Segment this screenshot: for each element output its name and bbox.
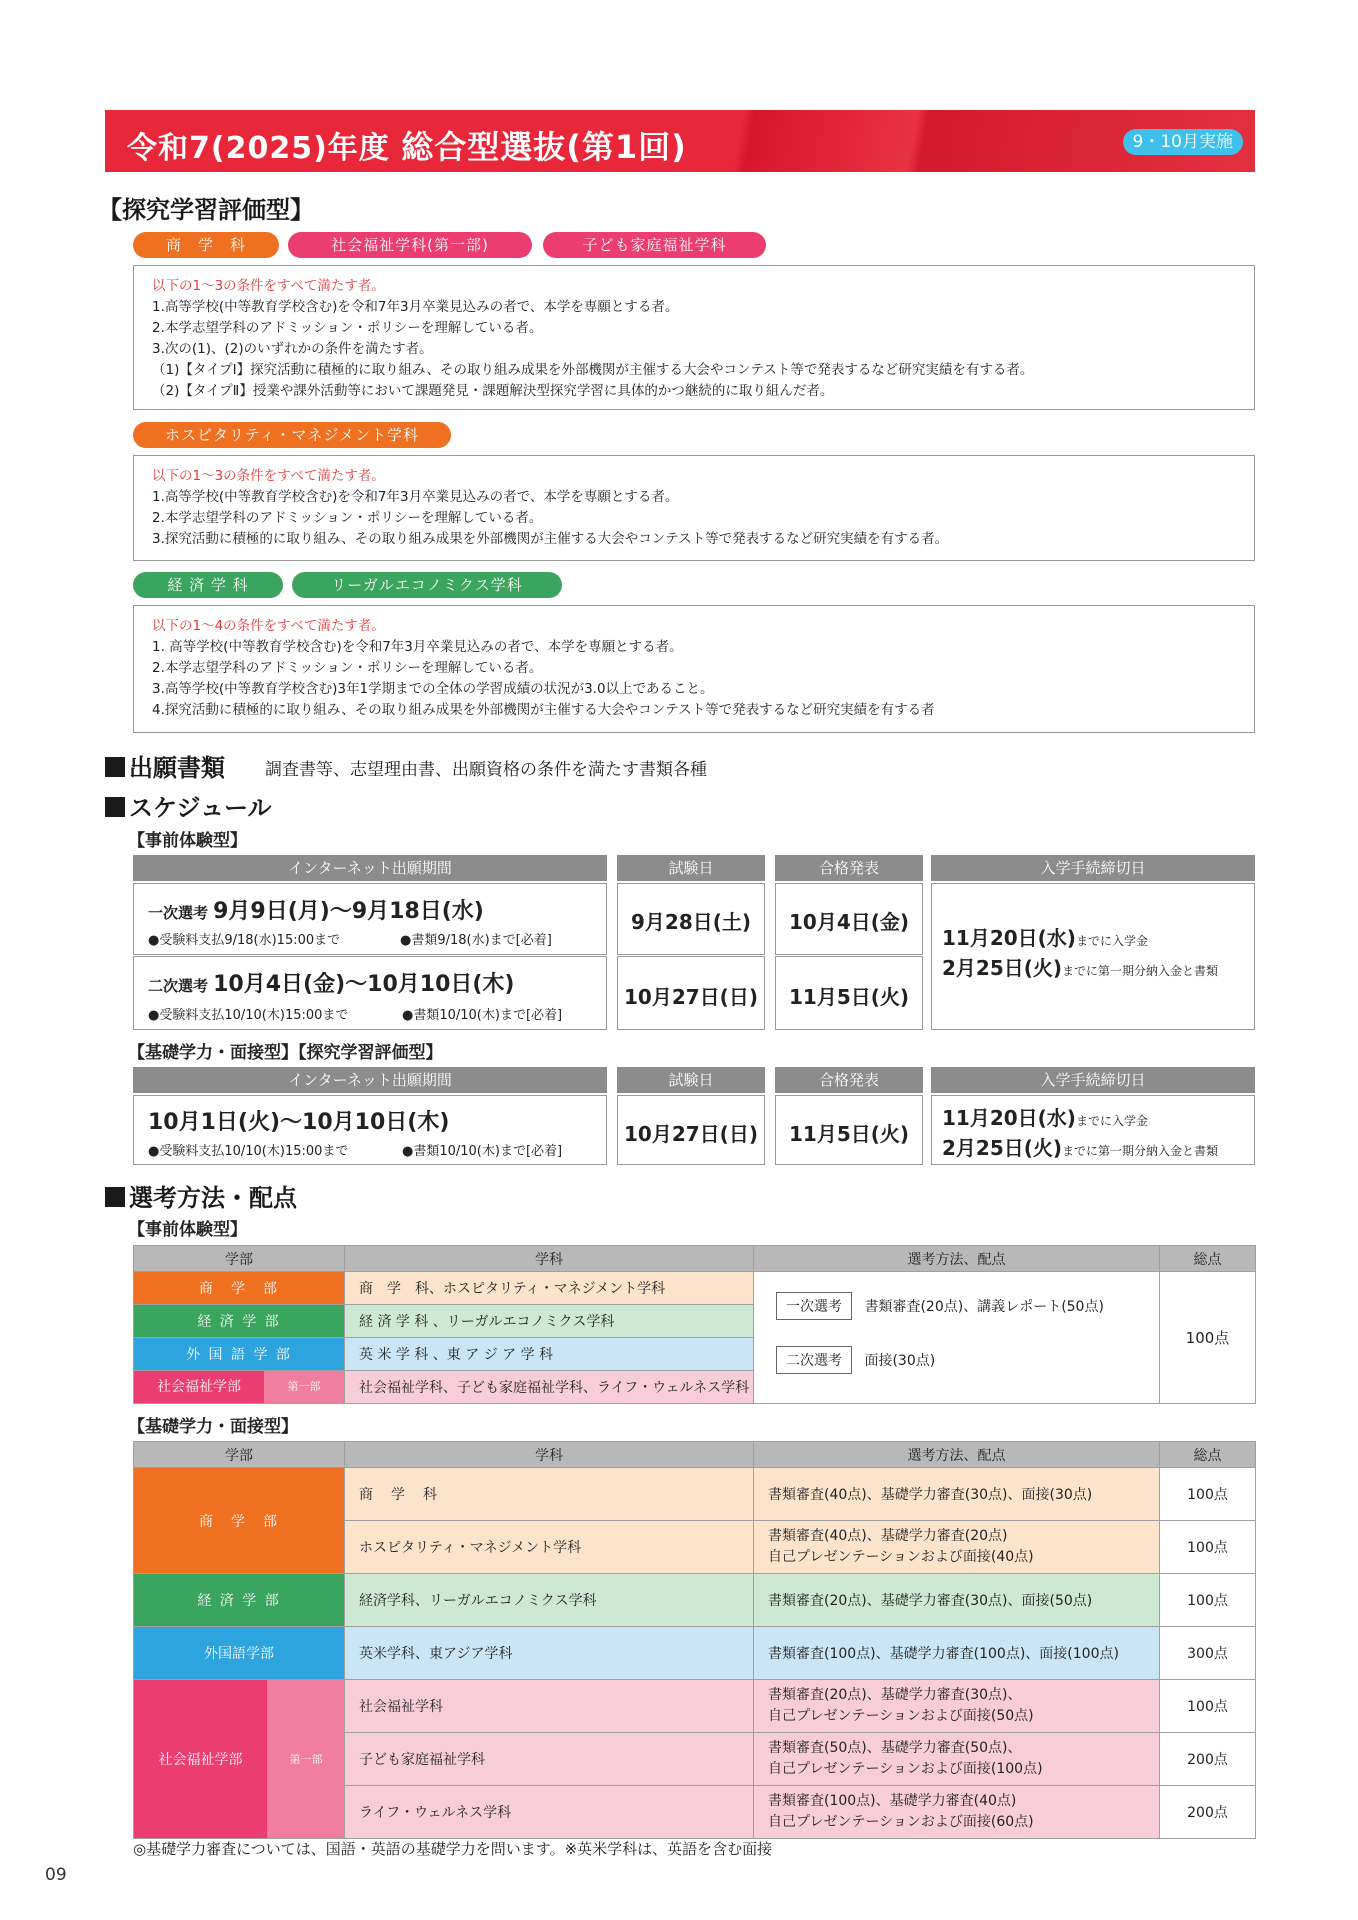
method-line: 書類審査(20点)、基礎学力審査(30点)、面接(50点) xyxy=(768,1593,1093,1609)
kiso-period-cell xyxy=(133,1095,607,1165)
method-line: 書類審査(100点)、基礎学力審査(40点) xyxy=(768,1793,1017,1809)
dept-cell: 英米学科、東アジア学科 xyxy=(345,1627,754,1680)
dept-cell: 商 学 科、ホスピタリティ・マネジメント学科 xyxy=(345,1272,754,1305)
niji-badge: 二次選考 xyxy=(776,1346,852,1374)
ichiji-badge: 一次選考 xyxy=(776,1292,852,1320)
shutsugan-heading xyxy=(105,748,225,783)
total-cell: 100点 xyxy=(1160,1574,1256,1627)
pill-kodomo: 子ども家庭福祉学科 xyxy=(543,232,766,258)
method-line: 自己プレゼンテーションおよび面接(100点) xyxy=(768,1761,1043,1777)
conditions-box-1 xyxy=(133,265,1255,410)
schedule-header-period: インターネット出願期間 xyxy=(133,855,607,881)
col-header-faculty: 学部 xyxy=(134,1246,345,1272)
condition-line: 2.本学志望学科のアドミッション・ポリシーを理解している者。 xyxy=(152,320,543,336)
col-header-method: 選考方法、配点 xyxy=(754,1246,1160,1272)
condition-line: 1.高等学校(中等教育学校含む)を令和7年3月卒業見込みの者で、本学を専願とする者。 xyxy=(152,489,679,505)
condition-line: 3.次の(1)、(2)のいずれかの条件を満たす者。 xyxy=(152,341,433,357)
pill-legal: リーガルエコノミクス学科 xyxy=(292,572,562,598)
method-line: 自己プレゼンテーションおよび面接(60点) xyxy=(768,1814,1034,1830)
senko-jizen-label: 【事前体験型】 xyxy=(128,1220,247,1240)
jizen-total: 100点 xyxy=(1160,1272,1256,1404)
faculty-cell: 外国語学部 xyxy=(134,1627,345,1680)
jizen-deadline-cell xyxy=(931,883,1255,1030)
method-line: 自己プレゼンテーションおよび面接(40点) xyxy=(768,1549,1034,1565)
condition-line: 2.本学志望学科のアドミッション・ポリシーを理解している者。 xyxy=(152,660,543,676)
square-bullet-icon xyxy=(105,1187,125,1207)
schedule-header-result: 合格発表 xyxy=(775,855,923,881)
niji-fee: ●受験料支払10/10(木)15:00まで xyxy=(148,1008,349,1023)
kiso-result-cell xyxy=(775,1095,923,1165)
kiso-deadline-1 xyxy=(942,1102,1148,1131)
dept-cell: 経 済 学 科 、リーガルエコノミクス学科 xyxy=(345,1305,754,1338)
faculty-cell: 経 済 学 部 xyxy=(134,1574,345,1627)
condition-line: 3.探究活動に積極的に取り組み、その取り組み成果を外部機関が主催する大会やコンテスト等で発表するなど研究実績を有する者。 xyxy=(152,531,949,547)
faculty-cell: 外 国 語 学 部 xyxy=(134,1338,345,1371)
jizen-method-1 xyxy=(776,1292,1104,1320)
jizen-senko-table xyxy=(133,1245,1256,1404)
table-row xyxy=(134,1272,1256,1305)
period-badge: 9・10月実施 xyxy=(1123,129,1243,155)
ichiji-fee: ●受験料支払9/18(水)15:00まで xyxy=(148,933,341,948)
senko-heading-text: 選考方法・配点 xyxy=(129,1184,297,1212)
kiso-exam: 10月27日(日) xyxy=(624,1122,758,1146)
conditions-box-3 xyxy=(133,605,1255,733)
deadline1-note: までに入学金 xyxy=(1075,934,1148,948)
faculty-cell: 商 学 部 xyxy=(134,1468,345,1574)
ichiji-period xyxy=(148,894,484,925)
col-header-dept: 学科 xyxy=(345,1442,754,1468)
ichiji-result: 10月4日(金) xyxy=(788,910,910,934)
dept-cell: 社会福祉学科、子ども家庭福祉学科、ライフ・ウェルネス学科 xyxy=(345,1371,754,1404)
condition-head: 以下の1～3の条件をすべて満たす者。 xyxy=(152,468,385,484)
dept-cell: ライフ・ウェルネス学科 xyxy=(345,1786,754,1839)
col-header-faculty: 学部 xyxy=(134,1442,345,1468)
pill-keizai: 経 済 学 科 xyxy=(133,572,283,598)
condition-line: 4.探究活動に積極的に取り組み、その取り組み成果を外部機関が主催する大会やコンテスト等で発表するなど研究実績を有する者 xyxy=(152,702,935,718)
niji-docs: ●書類10/10(木)まで[必着] xyxy=(402,1008,563,1023)
niji-label: 二次選考 xyxy=(148,977,209,995)
kiso-header-result: 合格発表 xyxy=(775,1067,923,1093)
kiso-header-period: インターネット出願期間 xyxy=(133,1067,607,1093)
schedule-header-deadline: 入学手続締切日 xyxy=(931,855,1255,881)
method-cell xyxy=(754,1574,1160,1627)
ichiji-result-cell xyxy=(775,883,923,955)
dept-cell: 商 学 科 xyxy=(345,1468,754,1521)
page-number: 09 xyxy=(45,1865,67,1885)
pill-shakaifukushi: 社会福祉学科(第一部) xyxy=(288,232,532,258)
shutsugan-text: 調査書等、志望理由書、出願資格の条件を満たす書類各種 xyxy=(265,760,707,780)
method-line: 書類審査(50点)、基礎学力審査(50点)、 xyxy=(768,1740,1022,1756)
niji-result-cell xyxy=(775,956,923,1030)
deadline2-note: までに第一期分納入金と書類 xyxy=(1062,964,1219,978)
dept-cell: 子ども家庭福祉学科 xyxy=(345,1733,754,1786)
total-cell: 200点 xyxy=(1160,1733,1256,1786)
kiso-exam-cell xyxy=(617,1095,765,1165)
condition-line: （1)【タイプⅠ】探究活動に積極的に取り組み、その取り組み成果を外部機関が主催する大会やコンテスト等で発表するなど研究実績を有する者。 xyxy=(152,362,1034,378)
niji-exam-cell xyxy=(617,956,765,1030)
faculty-sub-cell: 第一部 xyxy=(268,1680,345,1839)
ichiji-exam-cell xyxy=(617,883,765,955)
jizen-deadline-1 xyxy=(942,922,1148,951)
condition-line: 2.本学志望学科のアドミッション・ポリシーを理解している者。 xyxy=(152,510,543,526)
condition-line: （2)【タイプⅡ】授業や課外活動等において課題発見・課題解決型探究学習に具体的かつ継続的に取り組んだ者。 xyxy=(152,383,834,399)
niji-method: 面接(30点) xyxy=(864,1353,936,1369)
banner-title xyxy=(127,122,687,168)
method-cell xyxy=(754,1733,1160,1786)
total-cell: 100点 xyxy=(1160,1468,1256,1521)
condition-line: 3.高等学校(中等教育学校含む)3年1学期までの全体の学習成績の状況が3.0以上であること。 xyxy=(152,681,714,697)
pill-hospitality: ホスピタリティ・マネジメント学科 xyxy=(133,422,451,448)
kiso-deadline-2 xyxy=(942,1132,1218,1161)
method-cell xyxy=(754,1627,1160,1680)
header-banner xyxy=(105,110,1255,172)
senko-kiso-label: 【基礎学力・面接型】 xyxy=(128,1417,298,1437)
table-row xyxy=(134,1574,1256,1627)
col-header-total: 総点 xyxy=(1160,1246,1256,1272)
ichiji-period-cell xyxy=(133,883,607,955)
method-line: 書類審査(40点)、基礎学力審査(20点) xyxy=(768,1528,1008,1544)
col-header-method: 選考方法、配点 xyxy=(754,1442,1160,1468)
deadline1-date: 11月20日(水) xyxy=(942,1106,1076,1130)
jizen-method-cell xyxy=(754,1272,1160,1404)
deadline1-date: 11月20日(水) xyxy=(942,926,1076,950)
total-cell: 100点 xyxy=(1160,1680,1256,1733)
kiso-period-dates: 10月1日(火)～10月10日(木) xyxy=(148,1110,450,1135)
kiso-result: 11月5日(火) xyxy=(788,1122,910,1146)
kiso-deadline-cell xyxy=(931,1095,1255,1165)
pill-shogakka: 商 学 科 xyxy=(133,232,279,258)
deadline2-date: 2月25日(火) xyxy=(942,956,1063,980)
ichiji-method: 書類審査(20点)、講義レポート(50点) xyxy=(864,1299,1104,1315)
method-line: 書類審査(20点)、基礎学力審査(30点)、 xyxy=(768,1687,1022,1703)
dept-cell: 英 米 学 科 、東 ア ジ ア 学 科 xyxy=(345,1338,754,1371)
faculty-name: 社会福祉学部 xyxy=(157,1379,241,1395)
col-header-total: 総点 xyxy=(1160,1442,1256,1468)
total-cell: 100点 xyxy=(1160,1521,1256,1574)
table-row xyxy=(134,1680,1256,1733)
kiso-header-deadline: 入学手続締切日 xyxy=(931,1067,1255,1093)
schedule-header-exam: 試験日 xyxy=(617,855,765,881)
niji-period-dates: 10月4日(金)～10月10日(木) xyxy=(213,972,515,997)
banner-title-year: 令和7(2025)年度 xyxy=(127,131,390,166)
ichiji-docs: ●書類9/18(水)まで[必着] xyxy=(400,933,552,948)
niji-exam: 10月27日(日) xyxy=(624,985,758,1009)
dept-cell: 社会福祉学科 xyxy=(345,1680,754,1733)
schedule-heading-text: スケジュール xyxy=(129,794,272,822)
method-cell xyxy=(754,1786,1160,1839)
niji-period xyxy=(148,967,514,998)
table-row xyxy=(134,1468,1256,1521)
dept-cell: ホスピタリティ・マネジメント学科 xyxy=(345,1521,754,1574)
faculty-cell: 社会福祉学部 xyxy=(134,1680,268,1839)
condition-head: 以下の1～4の条件をすべて満たす者。 xyxy=(152,618,385,634)
total-cell: 200点 xyxy=(1160,1786,1256,1839)
faculty-cell: 経 済 学 部 xyxy=(134,1305,345,1338)
square-bullet-icon xyxy=(105,797,125,817)
method-cell xyxy=(754,1521,1160,1574)
deadline1-note: までに入学金 xyxy=(1075,1114,1148,1128)
footnote: ◎基礎学力審査については、国語・英語の基礎学力を問います。※英米学科は、英語を含む面接 xyxy=(133,1840,773,1858)
ichiji-label: 一次選考 xyxy=(148,904,209,922)
kiso-docs: ●書類10/10(木)まで[必着] xyxy=(402,1144,563,1159)
kiso-header-exam: 試験日 xyxy=(617,1067,765,1093)
ichiji-period-dates: 9月9日(月)～9月18日(水) xyxy=(213,899,484,924)
schedule-kiso-label: 【基礎学力・面接型】【探究学習評価型】 xyxy=(128,1043,443,1063)
condition-line: 1. 高等学校(中等教育学校含む)を令和7年3月卒業見込みの者で、本学を専願とする者。 xyxy=(152,639,683,655)
method-line: 書類審査(100点)、基礎学力審査(100点)、面接(100点) xyxy=(768,1646,1119,1662)
schedule-jizen-label: 【事前体験型】 xyxy=(128,831,247,851)
method-line: 書類審査(40点)、基礎学力審査(30点)、面接(30点) xyxy=(768,1487,1093,1503)
square-bullet-icon xyxy=(105,757,125,777)
total-cell: 300点 xyxy=(1160,1627,1256,1680)
dept-cell: 経済学科、リーガルエコノミクス学科 xyxy=(345,1574,754,1627)
faculty-sub: 第一部 xyxy=(264,1371,344,1403)
jizen-deadline-2 xyxy=(942,952,1218,981)
kiso-fee: ●受験料支払10/10(木)15:00まで xyxy=(148,1144,349,1159)
table-row xyxy=(134,1627,1256,1680)
senko-heading xyxy=(105,1178,297,1213)
deadline2-note: までに第一期分納入金と書類 xyxy=(1062,1144,1219,1158)
faculty-cell xyxy=(134,1371,345,1404)
condition-head: 以下の1～3の条件をすべて満たす者。 xyxy=(152,278,385,294)
method-cell xyxy=(754,1468,1160,1521)
method-cell xyxy=(754,1680,1160,1733)
tankyu-heading: 【探究学習評価型】 xyxy=(98,196,314,224)
deadline2-date: 2月25日(火) xyxy=(942,1136,1063,1160)
col-header-dept: 学科 xyxy=(345,1246,754,1272)
schedule-heading xyxy=(105,788,272,823)
method-line: 自己プレゼンテーションおよび面接(50点) xyxy=(768,1708,1034,1724)
niji-period-cell xyxy=(133,956,607,1030)
shutsugan-heading-text: 出願書類 xyxy=(129,754,225,782)
conditions-box-2 xyxy=(133,455,1255,561)
ichiji-exam: 9月28日(土) xyxy=(630,910,752,934)
banner-title-main: 総合型選抜(第1回) xyxy=(401,128,687,166)
jizen-method-2 xyxy=(776,1346,935,1374)
niji-result: 11月5日(火) xyxy=(788,985,910,1009)
kiso-senko-table xyxy=(133,1441,1256,1839)
faculty-cell: 商 学 部 xyxy=(134,1272,345,1305)
condition-line: 1.高等学校(中等教育学校含む)を令和7年3月卒業見込みの者で、本学を専願とする者。 xyxy=(152,299,679,315)
